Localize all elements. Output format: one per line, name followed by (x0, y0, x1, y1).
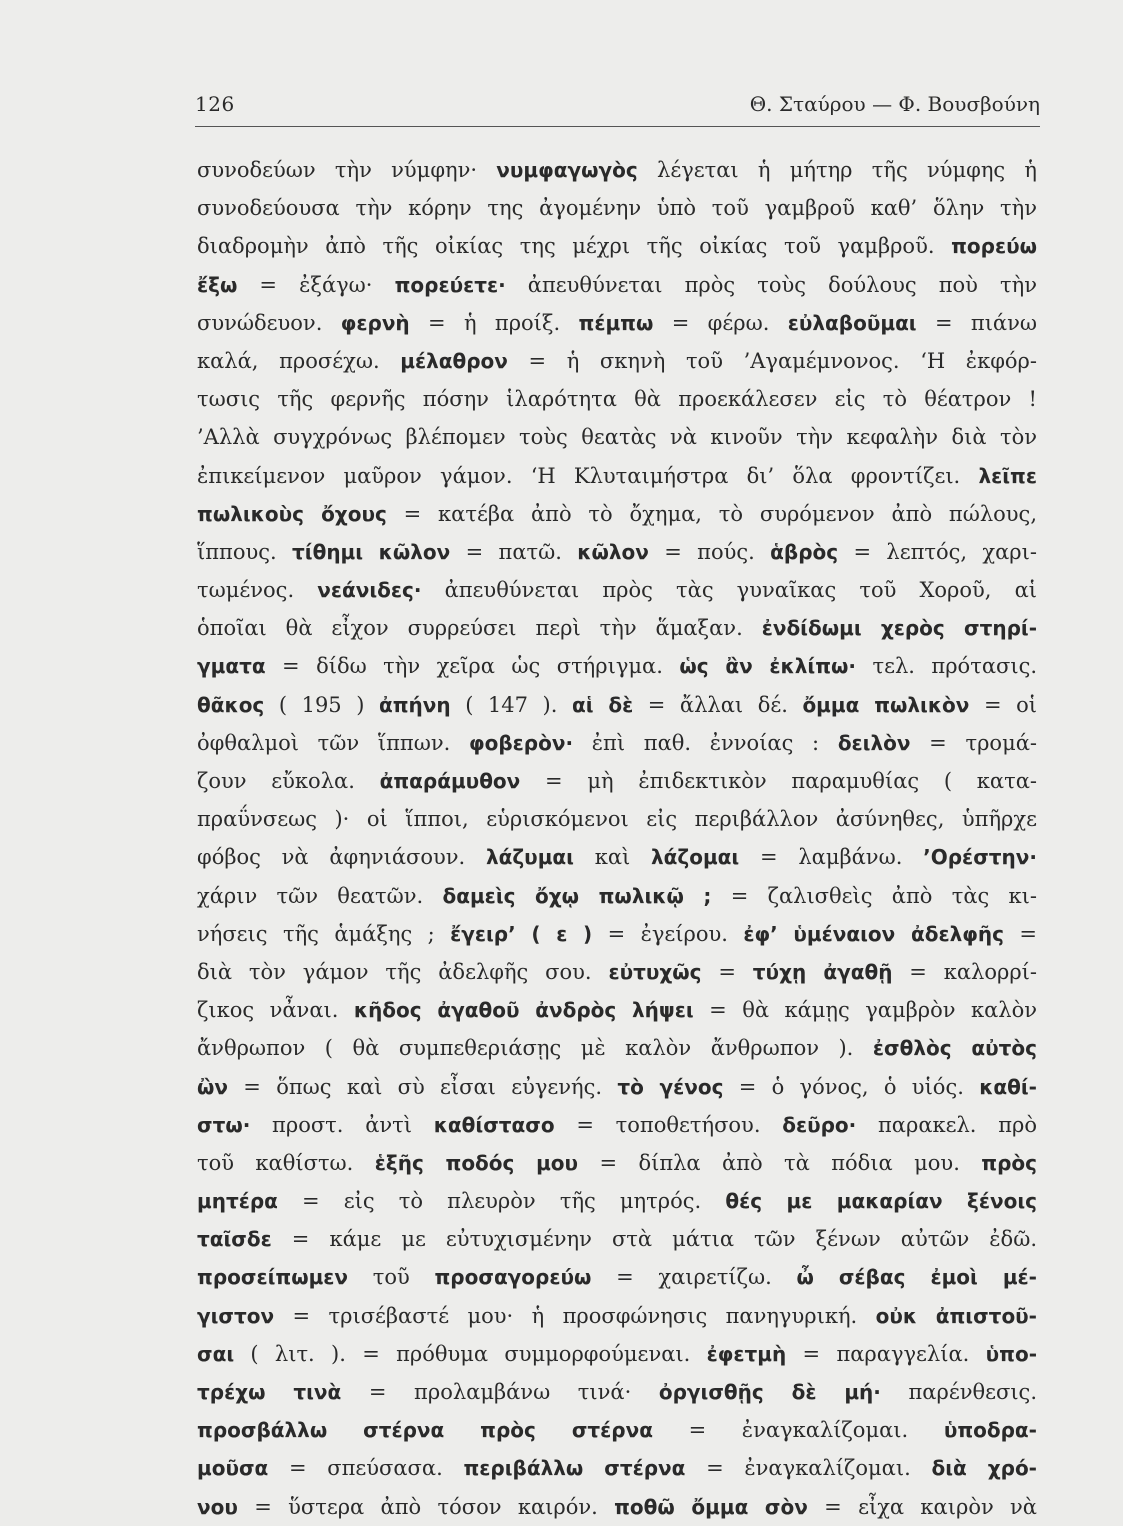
lemma-term: ὢν (197, 1074, 229, 1099)
text-line (197, 227, 1037, 265)
lemma-term: πέμπω (578, 310, 654, 335)
lemma-term: ποθῶ ὄμμα σὸν (614, 1494, 808, 1519)
gloss-text: = τρισέβαστέ μου· ἡ προσφώνησις πανηγυρική. (274, 1303, 876, 1328)
text-line (197, 533, 1037, 571)
gloss-text: ( 195 ) (264, 692, 379, 717)
gloss-text: = προλαμβάνω τινά· (341, 1380, 659, 1404)
lemma-term: κῆδος ἀγαθοῦ ἀνδρὸς λήψει (353, 998, 694, 1023)
text-line (197, 991, 1037, 1029)
lemma-term: πωλικοὺς ὄχους (197, 501, 387, 526)
gloss-text: = παραγγελία. (786, 1341, 986, 1366)
lemma-term: καθί- (979, 1074, 1037, 1099)
gloss-text: = ἐξάγω· (237, 272, 395, 297)
gloss-text: ( λιτ. ). = πρόθυμα συμμορφούμεναι. (234, 1341, 707, 1366)
text-line (197, 1106, 1037, 1144)
gloss-text: = δίδω τὴν χεῖρα ὡς στήριγμα. (265, 654, 680, 679)
text-line (197, 1029, 1037, 1067)
gloss-text: = φέρω. (653, 310, 788, 335)
gloss-text: ’Αλλὰ συγχρόνως βλέπομεν τοὺς θεατὰς νὰ κινοῦν τὴν κεφαλὴν διὰ τὸν (197, 425, 1037, 450)
gloss-text: ἀπευθύνεται πρὸς τὰς γυναῖκας τοῦ Χοροῦ, αἱ (421, 578, 1037, 603)
gloss-text: συνοδεύουσα τὴν κόρην της ἀγομένην ὑπὸ τοῦ γαμβροῦ καθ’ ὅλην τὴν (197, 196, 1037, 221)
gloss-text: καλά, προσέχω. (197, 348, 401, 373)
gloss-text: = ἡ προίξ. (409, 310, 579, 335)
text-line (197, 304, 1037, 342)
lemma-term: νεάνιδες· (317, 578, 422, 603)
lemma-term: ἔγειρ’ ( ε ) (450, 921, 593, 946)
text-line (197, 342, 1037, 380)
gloss-text: λέγεται ἡ μήτηρ τῆς νύμφης ἡ (637, 158, 1037, 182)
text-line (197, 380, 1037, 418)
text-line (197, 571, 1037, 609)
lemma-term: πορεύετε· (394, 272, 506, 297)
lemma-term: ἐσθλὸς αὐτὸς (872, 1036, 1037, 1061)
lemma-term: ὡς ἂν ἐκλίπω· (679, 654, 857, 679)
lemma-term: νου (197, 1494, 238, 1519)
lemma-term: ’Ορέστην· (923, 845, 1037, 870)
gloss-text: = χαιρετίζω. (591, 1265, 797, 1290)
gloss-text: = μὴ ἐπιδεκτικὸν παραμυθίας ( κατα- (520, 769, 1037, 793)
lemma-term: ἐφετμὴ (706, 1341, 787, 1366)
lemma-term: περιβάλλω στέρνα (463, 1456, 686, 1481)
gloss-text: προστ. ἀντὶ (250, 1112, 434, 1137)
gloss-text: = καλορρί- (892, 959, 1037, 984)
gloss-text: = πιάνω (916, 310, 1037, 335)
text-line (197, 1144, 1037, 1182)
lemma-term: λεῖπε (978, 463, 1037, 488)
gloss-text: = πούς. (648, 539, 771, 564)
lemma-term: ὑποδρα- (943, 1418, 1037, 1443)
gloss-text: = σπεύσασα. (268, 1456, 464, 1481)
lemma-term: δαμεὶς ὄχῳ πωλικῷ ; (442, 883, 712, 908)
gloss-text: = ὕστερα ἀπὸ τόσον καιρόν. (237, 1494, 615, 1519)
text-line (197, 1258, 1037, 1296)
lemma-term: πορεύω (951, 234, 1037, 259)
text-line (197, 1182, 1037, 1220)
page-number: 126 (195, 92, 235, 116)
gloss-text: ζουν εὔκολα. (197, 769, 380, 793)
text-line (197, 1373, 1037, 1411)
gloss-text: ζικος νἆναι. (197, 998, 354, 1023)
lemma-term: φερνὴ (340, 310, 410, 335)
gloss-text: συνοδεύων τὴν νύμφην· (197, 158, 497, 182)
lemma-term: μητέρα (197, 1189, 278, 1214)
text-line (197, 1297, 1037, 1335)
gloss-text: = δίπλα ἀπὸ τὰ πόδια μου. (578, 1150, 982, 1175)
text-line (197, 647, 1037, 685)
text-line (197, 1411, 1037, 1449)
text-line (197, 915, 1037, 953)
text-line (197, 495, 1037, 533)
gloss-text: ἀπευθύνεται πρὸς τοὺς δούλους ποὺ τὴν (505, 272, 1037, 297)
text-line (197, 724, 1037, 762)
lemma-term: τρέχω τινὰ (197, 1380, 342, 1404)
lemma-term: δειλὸν (837, 730, 911, 755)
gloss-text: παρακελ. πρὸ (856, 1112, 1037, 1137)
gloss-text: = εἶχα καιρὸν νὰ (807, 1494, 1037, 1519)
lemma-term: εὐλαβοῦμαι (787, 310, 917, 335)
text-line (197, 189, 1037, 227)
lemma-term: μοῦσα (197, 1456, 269, 1481)
lemma-term: θᾶκος (197, 692, 265, 717)
lemma-term: προσαγορεύω (434, 1265, 592, 1290)
gloss-text: τελ. πρότασις. (856, 654, 1037, 679)
gloss-text: φόβος νὰ ἀφηνιάσουν. (197, 845, 486, 870)
lemma-term: δεῦρο· (782, 1112, 857, 1137)
gloss-text: τοῦ καθίστω. (197, 1150, 375, 1175)
lemma-term: τίθημι κῶλον (292, 539, 451, 564)
lemma-term: ἑξῆς ποδός μου (374, 1150, 579, 1175)
lemma-term: οὐκ ἀπιστοῦ- (875, 1303, 1037, 1328)
gloss-text: ἐπικείμενον μαῦρον γάμον. ‘Η Κλυταιμήστρα δι’ ὅλα φροντίζει. (197, 463, 979, 488)
text-line (197, 838, 1037, 876)
lemma-term: ταῖσδε (197, 1227, 272, 1252)
gloss-text: = ἄλλαι δέ. (633, 692, 803, 717)
text-line (197, 877, 1037, 915)
lemma-term: ἐνδίδωμι χερὸς στηρί- (761, 616, 1037, 641)
lemma-term: γματα (197, 654, 266, 679)
gloss-text: πραΰνσεως )· οἱ ἵπποι, εὑρισκόμενοι εἰς περιβάλλον ἀσύνηθες, ὑπῆρχε (197, 807, 1037, 832)
lemma-term: γιστον (197, 1303, 275, 1328)
gloss-text: τοῦ (348, 1265, 435, 1290)
gloss-text: = τρομά- (910, 730, 1037, 755)
gloss-text: νήσεις τῆς ἁμάξης ; (197, 921, 451, 946)
lemma-term: καθίστασο (433, 1112, 555, 1137)
lemma-term: πρὸς (981, 1150, 1037, 1175)
gloss-text: = ἡ σκηνὴ τοῦ ’Αγαμέμνονος. ‘Η ἐκφόρ- (507, 348, 1037, 373)
gloss-text: = λαμβάνω. (739, 845, 924, 870)
gloss-text: ὀφθαλμοὶ τῶν ἵππων. (197, 730, 469, 755)
lemma-term: κῶλον (577, 539, 649, 564)
gloss-text: = λεπτός, χαρι- (838, 539, 1037, 564)
gloss-text: = κατέβα ἀπὸ τὸ ὄχημα, τὸ συρόμενον ἀπὸ πώλους, (386, 501, 1037, 526)
gloss-text: καὶ (573, 845, 652, 870)
text-line (197, 800, 1037, 838)
lemma-term: νυμφαγωγὸς (496, 158, 638, 182)
gloss-text: = ὅπως καὶ σὺ εἶσαι εὐγενής. (228, 1074, 618, 1099)
lemma-term: σαι (197, 1341, 235, 1366)
gloss-text: ὁποῖαι θὰ εἶχον συρρεύσει περὶ τὴν ἅμαξαν. (197, 616, 762, 641)
text-line (197, 1488, 1037, 1526)
gloss-text: διὰ τὸν γάμον τῆς ἀδελφῆς σου. (197, 959, 609, 984)
lemma-term: ἀπήνη (378, 692, 451, 717)
text-line (197, 418, 1037, 456)
lemma-term: ἁβρὸς (770, 539, 839, 564)
gloss-text: = ὁ γόνος, ὁ υἱός. (723, 1074, 980, 1099)
text-line (197, 151, 1037, 189)
lemma-term: λάζομαι (651, 845, 740, 870)
lemma-term: φοβερὸν· (468, 730, 574, 755)
gloss-text: τωμένος. (197, 578, 318, 603)
text-line (197, 762, 1037, 800)
gloss-text: παρένθεσις. (880, 1380, 1037, 1404)
text-line (197, 686, 1037, 724)
gloss-text: = (701, 959, 753, 984)
lemma-term: εὐτυχῶς (608, 959, 702, 984)
gloss-text: = ἐναγκαλίζομαι. (685, 1456, 932, 1481)
lemma-term: τὸ γένος (617, 1074, 724, 1099)
text-line (197, 1068, 1037, 1106)
lemma-term: διὰ χρό- (931, 1456, 1037, 1481)
text-line (197, 1220, 1037, 1258)
text-line (197, 457, 1037, 495)
gloss-text: διαδρομὴν ἀπὸ τῆς οἰκίας της μέχρι τῆς οἰκίας τοῦ γαμβροῦ. (197, 234, 952, 259)
text-line (197, 1335, 1037, 1373)
text-line (197, 266, 1037, 304)
lemma-term: μέλαθρον (400, 348, 508, 373)
text-line (197, 609, 1037, 647)
gloss-text: = ζαλισθεὶς ἀπὸ τὰς κι- (711, 883, 1037, 908)
lemma-term: προσβάλλω στέρνα πρὸς στέρνα (197, 1418, 653, 1443)
gloss-text: = θὰ κάμῃς γαμβρὸν καλὸν (693, 998, 1037, 1023)
gloss-text: ( 147 ). (450, 692, 572, 717)
lemma-term: ἀπαράμυθον (379, 769, 521, 793)
lemma-term: ἔξω (197, 272, 238, 297)
gloss-text: ἄνθρωπον ( θὰ συμπεθεριάσῃς μὲ καλὸν ἄνθρωπον ). (197, 1036, 873, 1061)
gloss-text: = κάμε με εὐτυχισμένην στὰ μάτια τῶν ξένων αὐτῶν ἐδῶ. (271, 1227, 1037, 1252)
gloss-text: = ἐναγκαλίζομαι. (652, 1418, 944, 1443)
gloss-text: = τοποθετήσου. (554, 1112, 783, 1137)
text-line (197, 953, 1037, 991)
gloss-text: = ἐγείρου. (592, 921, 744, 946)
lemma-term: ὄμμα πωλικὸν (802, 692, 970, 717)
lemma-term: ὑπο- (985, 1341, 1037, 1366)
lemma-term: τύχῃ ἀγαθῇ (752, 959, 893, 984)
lemma-term: προσείπωμεν (197, 1265, 349, 1290)
gloss-text: συνώδευον. (197, 310, 341, 335)
gloss-text: = (1003, 921, 1037, 946)
gloss-text: = πατῶ. (450, 539, 578, 564)
commentary-text (197, 151, 1037, 1526)
gloss-text: = οἱ (969, 692, 1037, 717)
gloss-text: τωσις τῆς φερνῆς πόσην ἱλαρότητα θὰ προεκάλεσεν εἰς τὸ θέατρον ! (197, 387, 1037, 412)
lemma-term: στω· (197, 1112, 251, 1137)
lemma-term: ἐφ’ ὑμέναιον ἀδελφῆς (743, 921, 1004, 946)
lemma-term: ὦ σέβας ἐμοὶ μέ- (796, 1265, 1037, 1290)
lemma-term: αἱ δὲ (571, 692, 634, 717)
gloss-text: ἐπὶ παθ. ἐννοίας : (573, 730, 838, 755)
lemma-term: ὀργισθῇς δὲ μή· (658, 1380, 881, 1404)
gloss-text: ἵππους. (197, 539, 293, 564)
lemma-term: λάζυμαι (485, 845, 574, 870)
running-head: Θ. Σταύρου — Φ. Βουσβούνη (749, 92, 1040, 116)
page-header (195, 92, 1040, 127)
text-line (197, 1449, 1037, 1487)
gloss-text: χάριν τῶν θεατῶν. (197, 883, 443, 908)
lemma-term: θές με μακαρίαν ξένοις (725, 1189, 1037, 1214)
gloss-text: = εἰς τὸ πλευρὸν τῆς μητρός. (277, 1189, 726, 1214)
